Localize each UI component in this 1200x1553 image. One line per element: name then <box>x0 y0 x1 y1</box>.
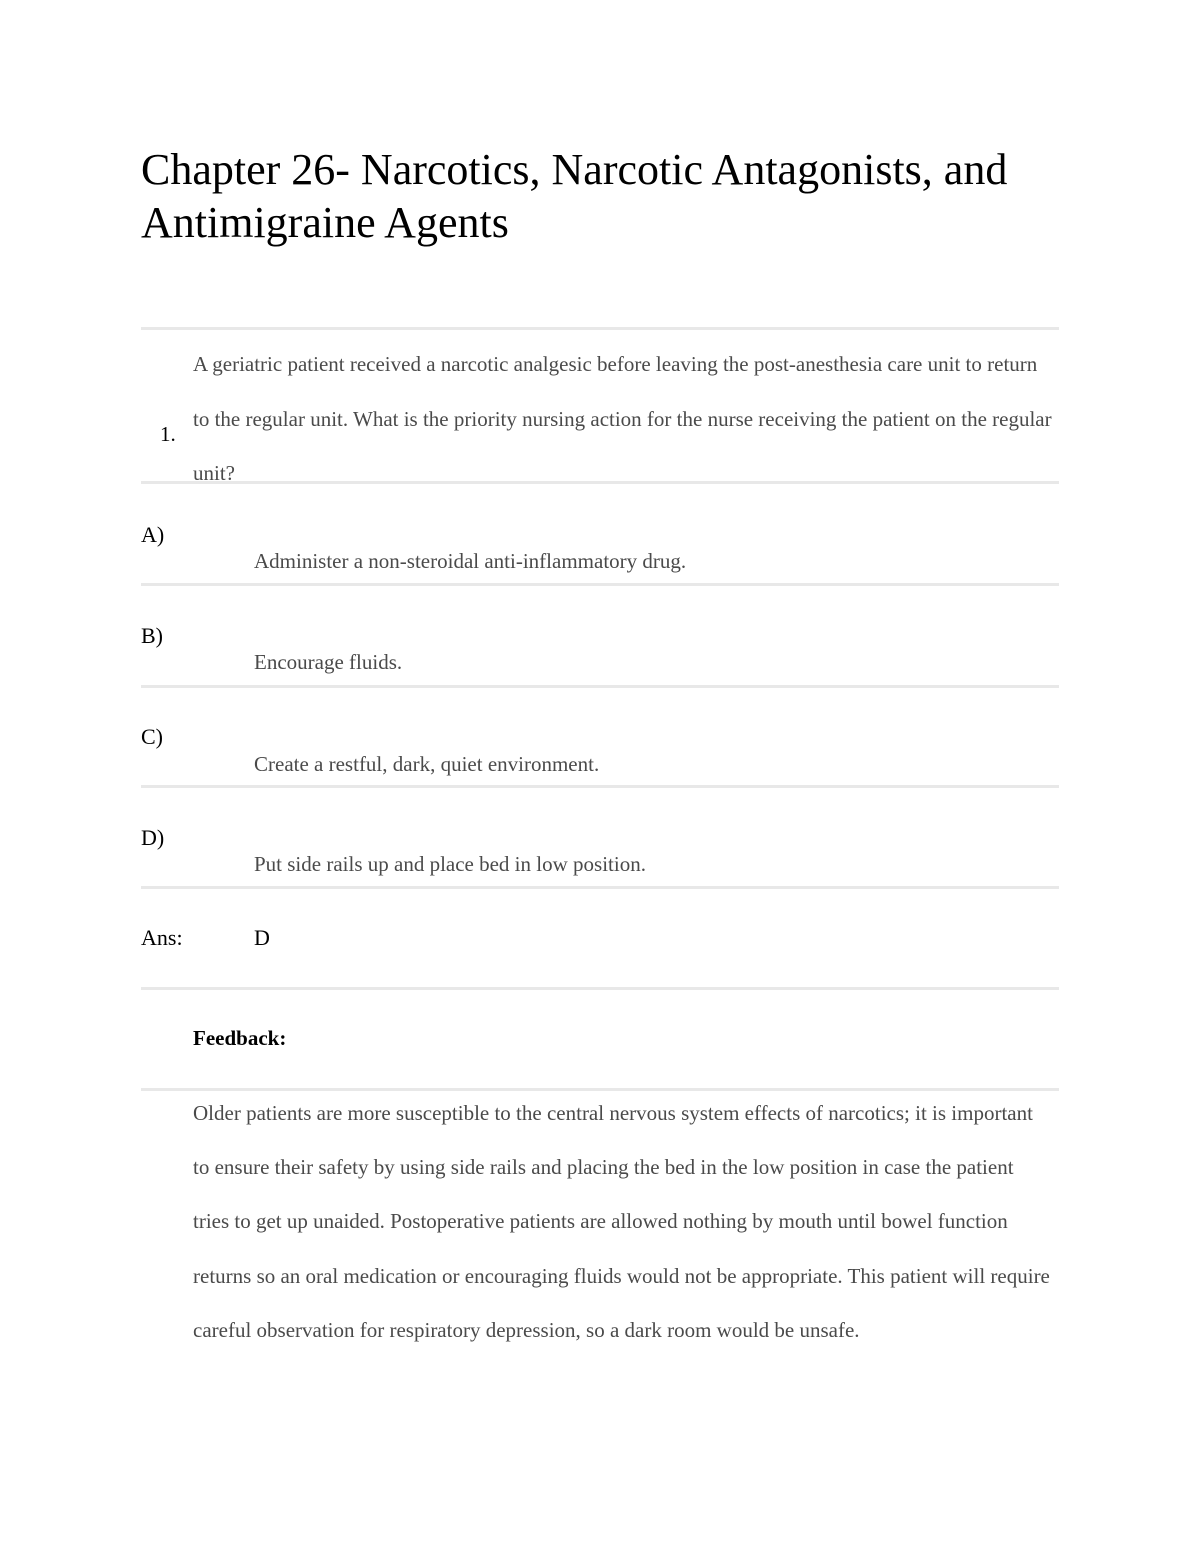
divider <box>141 481 1059 484</box>
divider <box>141 886 1059 889</box>
answer-value: D <box>254 925 270 950</box>
divider <box>141 685 1059 688</box>
choice-d-letter: D) <box>141 825 165 850</box>
question-number: 1. <box>160 422 176 446</box>
choice-c-text: Create a restful, dark, quiet environment. <box>254 752 600 776</box>
choice-b-letter: B) <box>141 623 163 648</box>
answer-label: Ans: <box>141 925 183 950</box>
choice-b-text: Encourage fluids. <box>254 650 403 674</box>
divider <box>141 987 1059 990</box>
choice-d-text: Put side rails up and place bed in low position. <box>254 852 646 876</box>
feedback-label: Feedback: <box>193 1026 287 1050</box>
question-text: A geriatric patient received a narcotic analgesic before leaving the post-anesthesia care unit to return to the regular unit. What is the priority nursing action for the nurse receiving the patient on the regular unit? <box>193 352 1052 485</box>
feedback-text: Older patients are more susceptible to the central nervous system effects of narcotics; it is important to ensure their safety by using side rails and placing the bed in the low position in case the patient tries to get up unaided. Postoperative patients are allowed nothing by mouth until bowel function returns so an oral medication or encouraging fluids would not be appropriate. This patient will require careful observation for respiratory depression, so a dark room would be unsafe. <box>193 1101 1050 1342</box>
divider <box>141 785 1059 788</box>
divider <box>141 583 1059 586</box>
choice-a-text: Administer a non-steroidal anti-inflammatory drug. <box>254 549 687 573</box>
chapter-title: Chapter 26- Narcotics, Narcotic Antagonists, and Antimigraine Agents <box>141 145 1008 247</box>
choice-a-letter: A) <box>141 522 165 547</box>
divider <box>141 327 1059 330</box>
choice-c-letter: C) <box>141 724 163 749</box>
